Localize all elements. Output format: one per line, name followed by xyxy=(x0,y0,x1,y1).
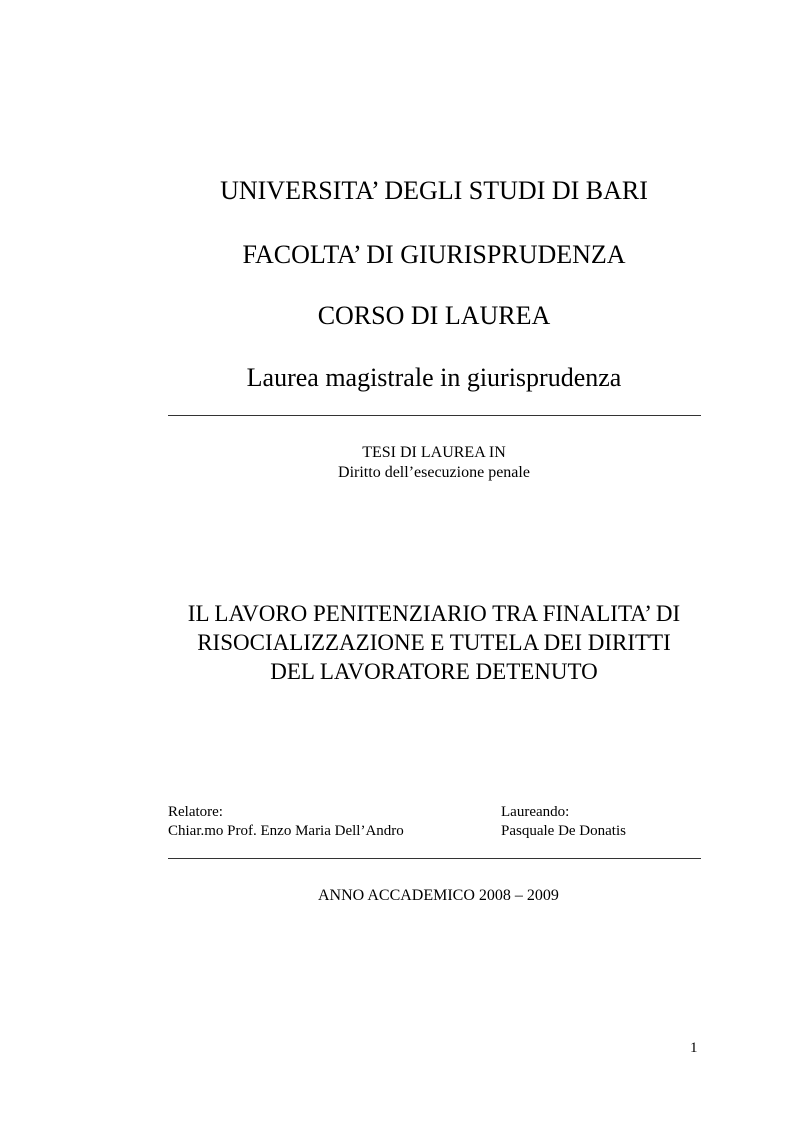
supervisor-label: Relatore: xyxy=(168,804,223,820)
supervisor-name: Chiar.mo Prof. Enzo Maria Dell’Andro xyxy=(168,823,404,839)
candidate-label: Laureando: xyxy=(501,804,570,820)
degree-name: Laurea magistrale in giurisprudenza xyxy=(246,363,622,392)
course-heading: CORSO DI LAUREA xyxy=(317,301,551,330)
thesis-type: TESI DI LAUREA IN xyxy=(362,444,506,461)
page-number: 1 xyxy=(690,1040,698,1056)
thesis-title-line-3: DEL LAVORATORE DETENUTO xyxy=(270,659,598,684)
bottom-divider xyxy=(168,858,701,859)
academic-year: ANNO ACCADEMICO 2008 – 2009 xyxy=(318,887,559,904)
thesis-subject: Diritto dell’esecuzione penale xyxy=(338,464,530,481)
university-name: UNIVERSITA’ DEGLI STUDI DI BARI xyxy=(220,176,648,205)
candidate-name: Pasquale De Donatis xyxy=(501,823,626,839)
thesis-title-line-1: IL LAVORO PENITENZIARIO TRA FINALITA’ DI xyxy=(187,601,681,626)
faculty-name: FACOLTA’ DI GIURISPRUDENZA xyxy=(242,240,626,269)
thesis-title-line-2: RISOCIALIZZAZIONE E TUTELA DEI DIRITTI xyxy=(197,630,671,655)
top-divider xyxy=(168,415,701,416)
